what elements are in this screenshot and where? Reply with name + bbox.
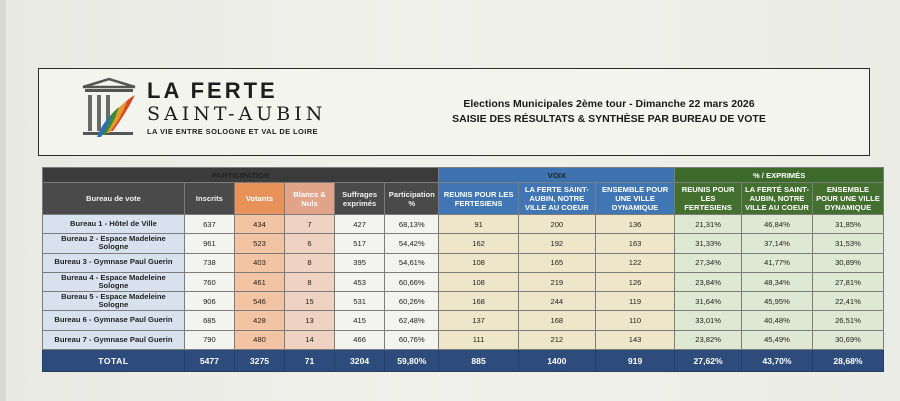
cell-ensemble: 163 <box>595 234 674 253</box>
col-reunis: REUNIS POUR LES FERTESIENS <box>439 183 518 215</box>
cell-pct-laferte: 41,77% <box>741 253 812 272</box>
table-row <box>43 311 884 330</box>
cell-ensemble: 143 <box>595 330 674 349</box>
total-pct-reunis: 27,62% <box>675 350 742 372</box>
cell-votants: 461 <box>234 272 284 291</box>
cell-bureau: Bureau 3 - Gymnase Paul Guerin <box>43 253 185 272</box>
cell-bureau: Bureau 4 - Espace Madeleine Sologne <box>43 272 185 291</box>
cell-votants: 523 <box>234 234 284 253</box>
cell-bureau: Bureau 5 - Espace Madeleine Sologne <box>43 292 185 311</box>
cell-ensemble: 126 <box>595 272 674 291</box>
cell-votants: 428 <box>234 311 284 330</box>
col-votants: Votants <box>234 183 284 215</box>
cell-ensemble: 122 <box>595 253 674 272</box>
cell-inscrits: 738 <box>184 253 234 272</box>
cell-pct-reunis: 21,31% <box>675 215 742 234</box>
cell-suffrages: 415 <box>335 311 385 330</box>
cell-pct-ensemble: 30,69% <box>812 330 883 349</box>
group-exprimes: % / EXPRIMÉS <box>675 168 884 183</box>
brand-block <box>147 79 407 136</box>
cell-reunis: 111 <box>439 330 518 349</box>
cell-pct-laferte: 45,95% <box>741 292 812 311</box>
cell-pct-reunis: 33,01% <box>675 311 742 330</box>
cell-inscrits: 961 <box>184 234 234 253</box>
cell-pct-ensemble: 22,41% <box>812 292 883 311</box>
cell-votants: 403 <box>234 253 284 272</box>
table-row <box>43 253 884 272</box>
cell-laferte: 165 <box>518 253 595 272</box>
total-laferte: 1400 <box>518 350 595 372</box>
col-bureau: Bureau de vote <box>43 183 185 215</box>
group-header-row <box>43 168 884 183</box>
brand-tagline: LA VIE ENTRE SOLOGNE ET VAL DE LOIRE <box>147 127 318 136</box>
cell-blancs: 13 <box>285 311 335 330</box>
col-blancs: Blancs & Nuls <box>285 183 335 215</box>
cell-suffrages: 466 <box>335 330 385 349</box>
cell-pct-laferte: 40,48% <box>741 311 812 330</box>
table-row <box>43 215 884 234</box>
cell-participation: 54,42% <box>385 234 439 253</box>
cell-votants: 480 <box>234 330 284 349</box>
cell-suffrages: 395 <box>335 253 385 272</box>
total-inscrits: 5477 <box>184 350 234 372</box>
group-participation: PARTICIPATION <box>43 168 439 183</box>
brand-name-line2: SAINT-AUBIN <box>147 103 327 125</box>
total-label: TOTAL <box>43 350 185 372</box>
brand-name: LA FERTE <box>147 78 278 103</box>
cell-reunis: 108 <box>439 253 518 272</box>
cell-pct-reunis: 31,33% <box>675 234 742 253</box>
cell-laferte: 244 <box>518 292 595 311</box>
cell-blancs: 14 <box>285 330 335 349</box>
cell-reunis: 91 <box>439 215 518 234</box>
cell-ensemble: 136 <box>595 215 674 234</box>
table-row <box>43 330 884 349</box>
cell-reunis: 168 <box>439 292 518 311</box>
total-reunis: 885 <box>439 350 518 372</box>
cell-ensemble: 110 <box>595 311 674 330</box>
col-participation: Participation % <box>385 183 439 215</box>
cell-pct-ensemble: 27,81% <box>812 272 883 291</box>
total-suffrages: 3204 <box>335 350 385 372</box>
cell-pct-laferte: 37,14% <box>741 234 812 253</box>
cell-participation: 60,76% <box>385 330 439 349</box>
total-pct-ensemble: 28,68% <box>812 350 883 372</box>
col-laferte: LA FERTE SAINT-AUBIN, NOTRE VILLE AU COEUR <box>518 183 595 215</box>
cell-participation: 62,48% <box>385 311 439 330</box>
cell-pct-reunis: 23,82% <box>675 330 742 349</box>
cell-inscrits: 906 <box>184 292 234 311</box>
cell-bureau: Bureau 7 - Gymnase Paul Guerin <box>43 330 185 349</box>
cell-participation: 60,66% <box>385 272 439 291</box>
cell-suffrages: 531 <box>335 292 385 311</box>
cell-bureau: Bureau 6 - Gymnase Paul Guerin <box>43 311 185 330</box>
table-row <box>43 234 884 253</box>
cell-laferte: 200 <box>518 215 595 234</box>
cell-bureau: Bureau 2 - Espace Madeleine Sologne <box>43 234 185 253</box>
cell-inscrits: 790 <box>184 330 234 349</box>
results-table <box>42 167 884 372</box>
table-row <box>43 292 884 311</box>
column-header-row <box>43 183 884 215</box>
cell-votants: 546 <box>234 292 284 311</box>
col-pct-laferte: LA FERTÉ SAINT-AUBIN, NOTRE VILLE AU COEUR <box>741 183 812 215</box>
cell-blancs: 15 <box>285 292 335 311</box>
cell-reunis: 108 <box>439 272 518 291</box>
document-header <box>38 68 870 156</box>
cell-blancs: 7 <box>285 215 335 234</box>
cell-participation: 68,13% <box>385 215 439 234</box>
document-title <box>409 97 809 127</box>
cell-participation: 60,26% <box>385 292 439 311</box>
cell-suffrages: 427 <box>335 215 385 234</box>
total-votants: 3275 <box>234 350 284 372</box>
cell-pct-ensemble: 30,89% <box>812 253 883 272</box>
group-voix: VOIX <box>439 168 675 183</box>
cell-pct-ensemble: 31,85% <box>812 215 883 234</box>
cell-blancs: 8 <box>285 272 335 291</box>
col-suffrages: Suffrages exprimés <box>335 183 385 215</box>
cell-pct-reunis: 23,84% <box>675 272 742 291</box>
cell-participation: 54,61% <box>385 253 439 272</box>
cell-pct-laferte: 48,34% <box>741 272 812 291</box>
cell-blancs: 8 <box>285 253 335 272</box>
cell-reunis: 137 <box>439 311 518 330</box>
col-pct-reunis: REUNIS POUR LES FERTESIENS <box>675 183 742 215</box>
cell-pct-laferte: 46,84% <box>741 215 812 234</box>
col-ensemble: ENSEMBLE POUR UNE VILLE DYNAMIQUE <box>595 183 674 215</box>
col-pct-ensemble: ENSEMBLE POUR UNE VILLE DYNAMIQUE <box>812 183 883 215</box>
col-inscrits: Inscrits <box>184 183 234 215</box>
total-ensemble: 919 <box>595 350 674 372</box>
cell-laferte: 219 <box>518 272 595 291</box>
cell-inscrits: 760 <box>184 272 234 291</box>
cell-blancs: 6 <box>285 234 335 253</box>
cell-pct-reunis: 31,64% <box>675 292 742 311</box>
cell-votants: 434 <box>234 215 284 234</box>
table-row <box>43 272 884 291</box>
total-row <box>43 350 884 372</box>
total-pct-laferte: 43,70% <box>741 350 812 372</box>
cell-pct-laferte: 45,49% <box>741 330 812 349</box>
cell-laferte: 168 <box>518 311 595 330</box>
cell-bureau: Bureau 1 - Hôtel de Ville <box>43 215 185 234</box>
cell-inscrits: 637 <box>184 215 234 234</box>
cell-reunis: 162 <box>439 234 518 253</box>
total-blancs: 71 <box>285 350 335 372</box>
cell-pct-ensemble: 31,53% <box>812 234 883 253</box>
cell-laferte: 192 <box>518 234 595 253</box>
title-subtitle: SAISIE DES RÉSULTATS & SYNTHÈSE PAR BUREAU DE VOTE <box>452 113 766 125</box>
cell-laferte: 212 <box>518 330 595 349</box>
cell-ensemble: 119 <box>595 292 674 311</box>
town-hall-logo-icon <box>79 77 139 141</box>
total-participation: 59,80% <box>385 350 439 372</box>
cell-pct-reunis: 27,34% <box>675 253 742 272</box>
cell-pct-ensemble: 26,51% <box>812 311 883 330</box>
title-election: Elections Municipales 2ème tour - Dimanche 22 mars 2026 <box>463 98 755 110</box>
cell-suffrages: 517 <box>335 234 385 253</box>
cell-suffrages: 453 <box>335 272 385 291</box>
cell-inscrits: 685 <box>184 311 234 330</box>
